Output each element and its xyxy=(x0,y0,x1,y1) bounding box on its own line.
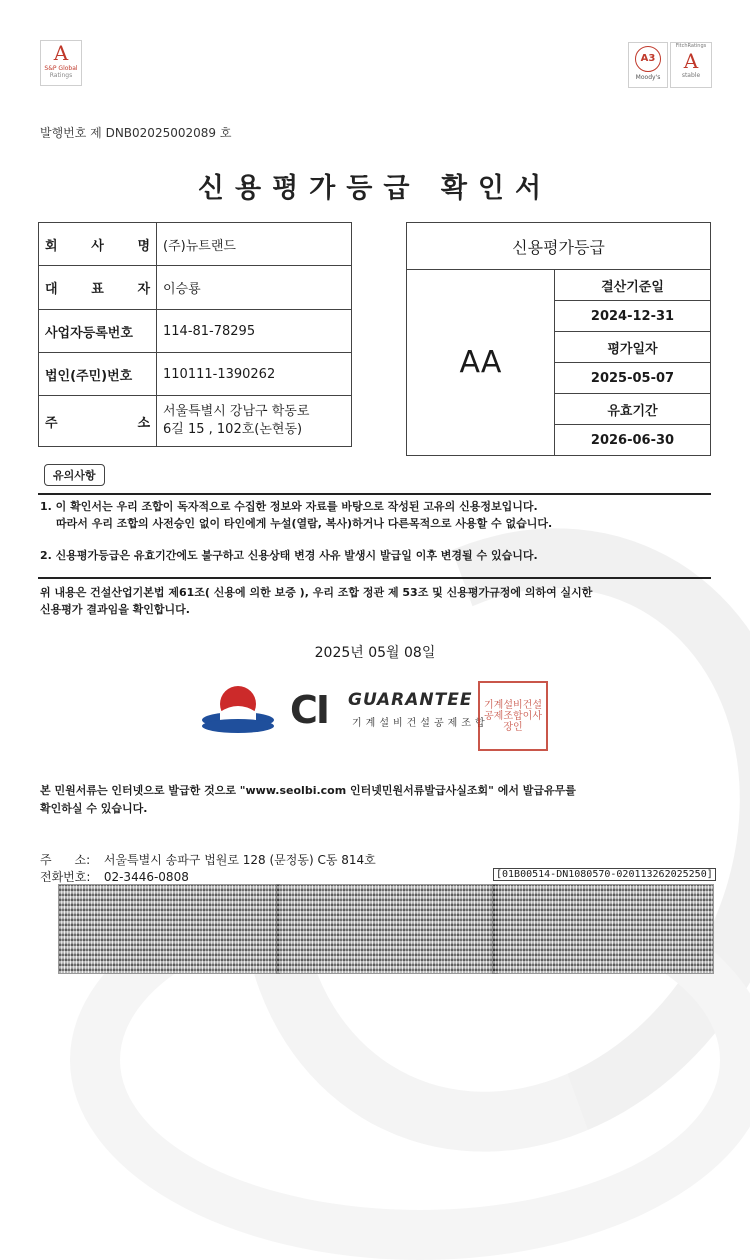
company-name-label xyxy=(39,223,157,266)
corp-number-value: 110111-1390262 xyxy=(157,353,352,396)
moodys-name: Moody's xyxy=(635,74,661,81)
company-name-value: (주)뉴트랜드 xyxy=(157,223,352,266)
document-title: 신용평가등급 확인서 xyxy=(197,173,553,204)
ceo-value: 이승룡 xyxy=(157,266,352,310)
ceo-label xyxy=(39,266,157,310)
issuer-phone-row xyxy=(40,868,189,885)
fitch-rating-logo xyxy=(670,42,712,88)
eval-date-value: 2025-05-07 xyxy=(555,363,711,394)
valid-period-value: 2026-06-30 xyxy=(555,425,711,456)
table-row xyxy=(39,223,352,266)
sp-sub: Ratings xyxy=(49,72,73,79)
table-row xyxy=(39,396,352,447)
confirm-line-2: 신용평가 결과임을 확인합니다. xyxy=(40,603,190,616)
notice-line-1: 1. 이 확인서는 우리 조합이 독자적으로 수집한 정보와 자료를 바탕으로 작성된 고유의 신용정보입니다. xyxy=(40,500,538,513)
brand-ci: CI xyxy=(290,688,329,732)
sp-grade: A xyxy=(53,41,69,65)
rating-grade: AA xyxy=(407,270,555,456)
issuer-address-label: 주 소: xyxy=(40,853,91,867)
address-line-2: 6길 15 , 102호(논현동) xyxy=(163,422,303,437)
barcode-1 xyxy=(58,884,280,974)
fitch-name: FitchRatings xyxy=(675,43,707,49)
issuer-phone: 02-3446-0808 xyxy=(103,870,189,884)
rating-heading: 신용평가등급 xyxy=(407,223,711,270)
brand-word: GUARANTEE xyxy=(348,690,473,710)
confirm-line-1: 위 내용은 건설산업기본법 제61조( 신용에 의한 보증 ), 우리 조합 정관 제 53조 및 신용평가규정에 의하여 실시한 xyxy=(40,586,593,599)
ci-guarantee-emblem-icon xyxy=(200,682,280,742)
table-row xyxy=(407,270,711,301)
issuer-phone-label: 전화번호: xyxy=(40,870,91,884)
label-char: 주 xyxy=(45,415,58,431)
divider xyxy=(38,577,711,579)
moodys-grade: A3 xyxy=(640,53,656,64)
eval-date-label: 평가일자 xyxy=(555,332,711,363)
address-label xyxy=(39,396,157,447)
notice-line-2: 따라서 우리 조합의 사전승인 없이 타인에게 누설(열람, 복사)하거나 다른목적으로 사용할 수 없습니다. xyxy=(56,517,553,530)
table-row xyxy=(39,266,352,310)
issue-number: 발행번호 제 DNB02025002089 호 xyxy=(40,126,232,140)
label-char: 소 xyxy=(137,415,150,431)
notice-line-3: 2. 신용평가등급은 유효기간에도 불구하고 신용상태 변경 사유 발생시 발급일 이후 변경될 수 있습니다. xyxy=(40,549,538,562)
business-reg-value: 114-81-78295 xyxy=(157,310,352,353)
label-char: 명 xyxy=(137,238,150,254)
footer-line-2: 확인하실 수 있습니다. xyxy=(40,802,148,815)
barcode-3 xyxy=(492,884,714,974)
official-seal: 기계설비건설공제조합이사장인 xyxy=(478,681,548,751)
issuer-address-row xyxy=(40,851,376,868)
label-char: 자 xyxy=(137,282,150,297)
table-row xyxy=(407,223,711,270)
moodys-badge xyxy=(635,46,661,72)
moodys-rating-logo xyxy=(628,42,668,88)
address-value xyxy=(157,396,352,447)
label-char: 대 xyxy=(45,282,58,297)
settlement-date-value: 2024-12-31 xyxy=(555,301,711,332)
notice-tag: 유의사항 xyxy=(44,464,105,486)
barcode-2 xyxy=(276,884,498,974)
table-row xyxy=(39,353,352,396)
document-code: [01B00514-DN1080570-020113262025250] xyxy=(493,868,716,881)
issuer-address: 서울특별시 송파구 법원로 128 (문정동) C동 814호 xyxy=(103,853,376,867)
sp-rating-logo xyxy=(40,40,82,86)
valid-period-label: 유효기간 xyxy=(555,394,711,425)
table-row xyxy=(39,310,352,353)
label-char: 사 xyxy=(91,238,104,254)
label-char: 표 xyxy=(91,282,104,297)
company-info-table xyxy=(38,222,352,447)
address-line-1: 서울특별시 강남구 학동로 xyxy=(163,404,310,419)
footer-note xyxy=(40,782,576,818)
fitch-sub: stable xyxy=(681,72,701,79)
label-char: 회 xyxy=(45,238,58,254)
footer-line-1: 본 민원서류는 인터넷으로 발급한 것으로 "www.seolbi.com 인터넷민원서류발급사실조회" 에서 발급유무를 xyxy=(40,784,576,797)
settlement-date-label: 결산기준일 xyxy=(555,270,711,301)
issue-date: 2025년 05월 08일 xyxy=(314,645,436,661)
brand-sub: 기계설비건설공제조합 xyxy=(352,718,489,729)
sp-name: S&P Global xyxy=(44,65,78,72)
credit-rating-table xyxy=(406,222,711,456)
corp-number-label: 법인(주민)번호 xyxy=(39,353,157,396)
business-reg-label: 사업자등록번호 xyxy=(39,310,157,353)
fitch-grade: A xyxy=(683,49,699,73)
divider xyxy=(38,493,711,495)
